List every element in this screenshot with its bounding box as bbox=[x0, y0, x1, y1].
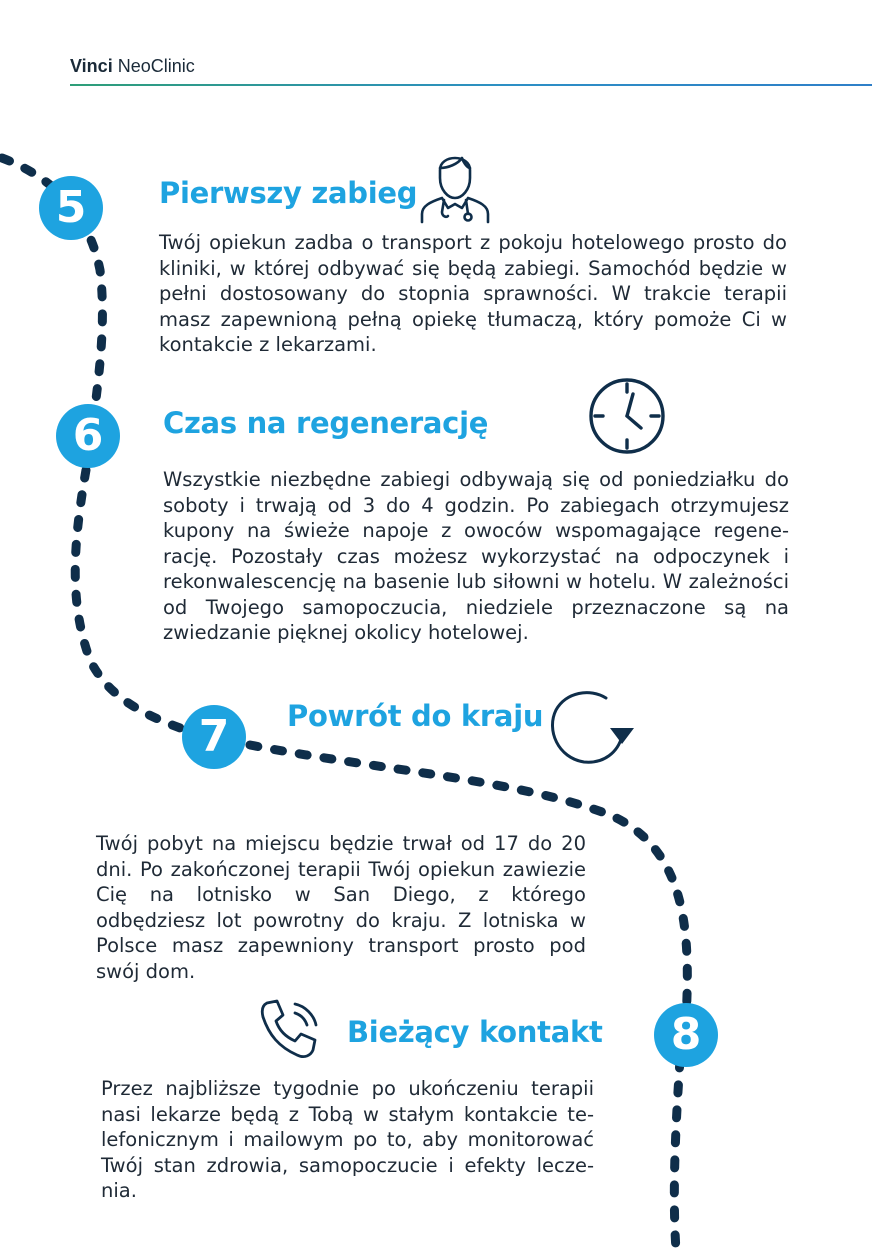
step-6-badge: 6 bbox=[56, 404, 120, 468]
step-7-title: Powrót do kraju bbox=[287, 699, 544, 733]
step-8-badge: 8 bbox=[654, 1003, 718, 1067]
step-7-badge: 7 bbox=[182, 705, 246, 769]
phone-icon bbox=[257, 997, 325, 1061]
step-8-title: Bieżący kontakt bbox=[347, 1015, 603, 1049]
step-5-description: Twój opiekun zadba o transport z pokoju hotelowego prosto do kliniki, w której odbywać się będą zabiegi. Samochód będzie w pełni dostosowany do stopnia sprawności. W trakcie terapii masz zapewnioną pełną opiekę tłumaczą, który pomoże Ci w kontakcie z lekarzami. bbox=[159, 231, 787, 356]
return-arrow-icon bbox=[544, 686, 636, 770]
step-8-description: Przez najbliższe tygodnie po ukończeniu terapii nasi lekarze będą z Tobą w stałym kontakcie telefonicznym i mailowym po to, aby monitorować Twój stan zdrowia, samopoczucie i efekty leczenia. bbox=[101, 1077, 594, 1202]
step-5-title: Pierwszy zabieg bbox=[159, 176, 418, 210]
step-5-badge: 5 bbox=[39, 176, 103, 240]
step-7-description: Twój pobyt na miejscu będzie trwał od 17 do 20 dni. Po zakończonej terapii Twój opiekun zawiezie Cię na lotnisko w San Diego, z którego odbędziesz lot powrotny do kraju. Z lotniska w Polsce masz zapewniony transport prosto pod swój dom. bbox=[96, 832, 586, 983]
brand-name-light: NeoClinic bbox=[117, 56, 195, 76]
brand-name-bold: Vinci bbox=[70, 56, 113, 76]
step-6-description: Wszystkie niezbędne zabiegi odbywają się od poniedziałku do soboty i trwają od 3 do 4 godzin. Po zabiegach otrzymujesz kupony na świeże napoje z owoców wspomagające regenerację. Pozostały czas możesz wykorzystać na odpoczynek i rekonwalescencję na basenie lub siłowni w hotelu. W zależności od Twojego samopoczucia, niedziele przeznaczone są na zwiedzanie pięknej okolicy hotelowej. bbox=[163, 468, 789, 644]
doctor-icon bbox=[418, 146, 492, 224]
step-6-title: Czas na regenerację bbox=[163, 406, 489, 440]
clock-icon bbox=[587, 376, 667, 456]
